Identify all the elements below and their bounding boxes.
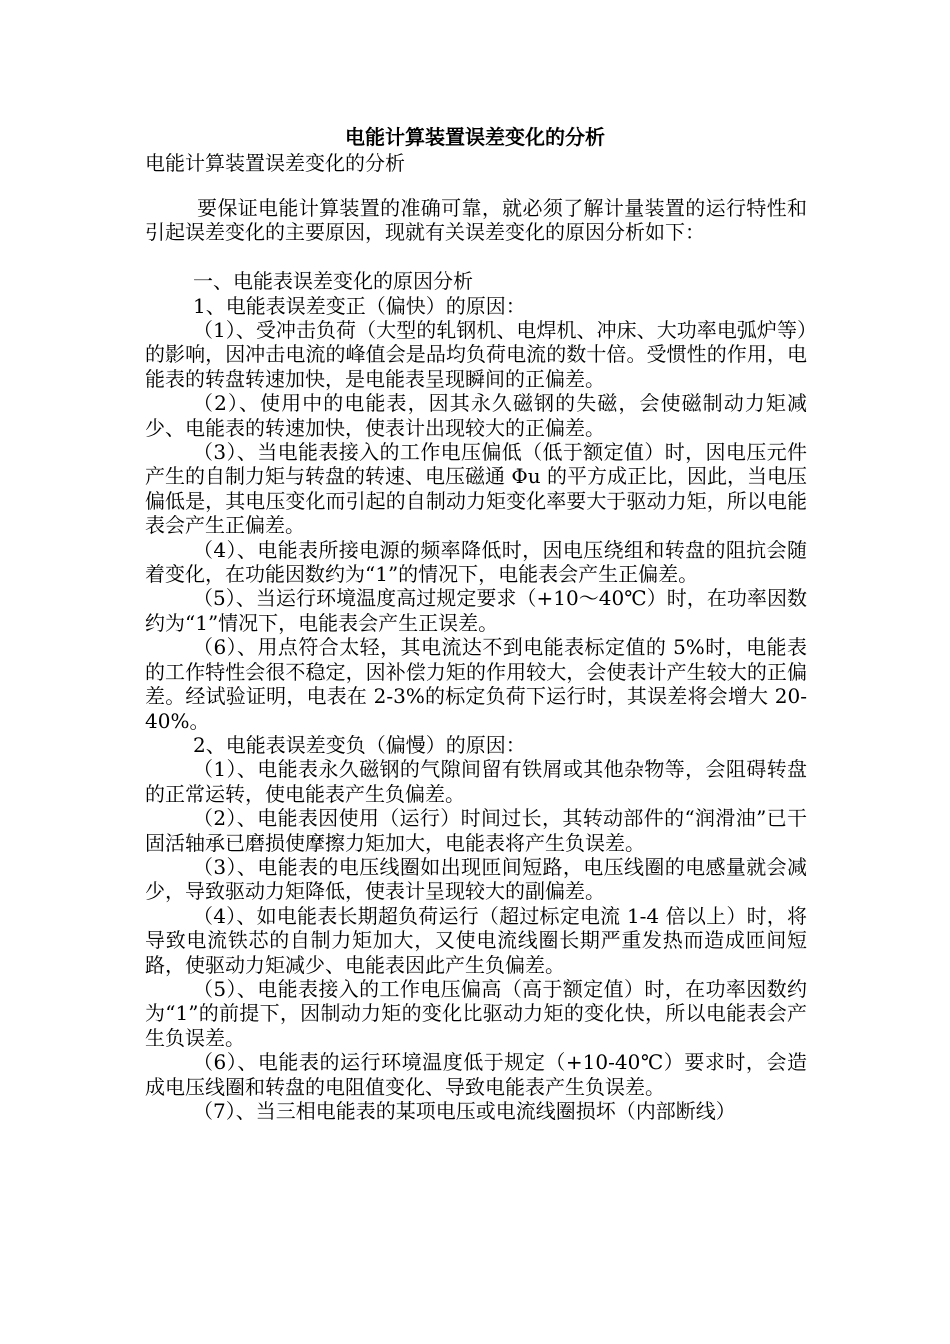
subsection-heading-2: 2、电能表误差变负（偏慢）的原因： [193, 732, 526, 757]
list-item: （7）、当三相电能表的某项电压或电流线圈损坏（内部断线） [193, 1099, 736, 1124]
list-item: （2）、使用中的电能表，因其永久磁钢的失磁，会使磁制动力矩减少、电能表的转速加快，使表计出现较大的正偏差。 [145, 391, 807, 440]
list-item: （2）、电能表因使用（运行）时间过长，其转动部件的“润滑油”已干固活轴承已磨损使摩擦力矩加大，电能表将产生负误差。 [145, 806, 807, 855]
list-item: （5）、当运行环境温度高过规定要求（+10～40℃）时，在功率因数约为“1”情况下，电能表会产生正误差。 [145, 586, 807, 635]
list-item: （1）、受冲击负荷（大型的轧钢机、电焊机、冲床、大功率电弧炉等）的影响，因冲击电流的峰值会是品均负荷电流的数十倍。受惯性的作用，电能表的转盘转速加快，是电能表呈现瞬间的正偏差。 [145, 318, 807, 391]
list-item: （3）、电能表的电压线圈如出现匝间短路，电压线圈的电感量就会减少，导致驱动力矩降低，使表计呈现较大的副偏差。 [145, 854, 807, 904]
list-item: （1）、电能表永久磁钢的气隙间留有铁屑或其他杂物等，会阻碍转盘的正常运转，使电能表产生负偏差。 [145, 757, 807, 806]
document-subtitle: 电能计算装置误差变化的分析 [145, 151, 405, 175]
list-item: （4）、电能表所接电源的频率降低时，因电压绕组和转盘的阻抗会随着变化，在功能因数约为“1”的情况下，电能表会产生正偏差。 [145, 537, 807, 587]
list-item: （4）、如电能表长期超负荷运行（超过标定电流 1-4 倍以上）时，将导致电流铁芯的自制力矩加大，又使电流线圈长期严重发热而造成匝间短路，使驱动力矩减少、电能表因此产生负偏差。 [145, 903, 807, 977]
subsection-heading-1: 1、电能表误差变正（偏快）的原因： [193, 293, 526, 318]
list-item: （5）、电能表接入的工作电压偏高（高于额定值）时，在功率因数约为“1”的前提下，因制动力矩的变化比驱动力矩的变化快，所以电能表会产生负误差。 [145, 976, 807, 1050]
section-heading-1: 一、电能表误差变化的原因分析 [193, 269, 473, 294]
intro-paragraph: 要保证电能计算装置的准确可靠，就必须了解计量装置的运行特性和引起误差变化的主要原因，现就有关误差变化的原因分析如下： [145, 196, 807, 245]
list-item: （6）、电能表的运行环境温度低于规定（+10-40℃）要求时，会造成电压线圈和转盘的电阻值变化、导致电能表产生负误差。 [145, 1050, 807, 1099]
document-body [145, 196, 807, 1123]
list-item: （3）、当电能表接入的工作电压偏低（低于额定值）时，因电压元件产生的自制力矩与转盘的转速、电压磁通 Φu 的平方成正比，因此，当电压偏低是，其电压变化而引起的自制动力矩变化率要大于驱动力矩，所以电能表会产生正偏差。 [145, 440, 807, 538]
list-item: （6）、用点符合太轻，其电流达不到电能表标定值的 5%时，电能表的工作特性会很不稳定，因补偿力矩的作用较大，会使表计产生较大的正偏差。经试验证明，电表在 2-3%的标定负荷下运行时，其误差将会增大 20-40%。 [145, 635, 807, 733]
paragraph-spacer [145, 245, 807, 269]
document-title: 电能计算装置误差变化的分析 [345, 125, 605, 149]
